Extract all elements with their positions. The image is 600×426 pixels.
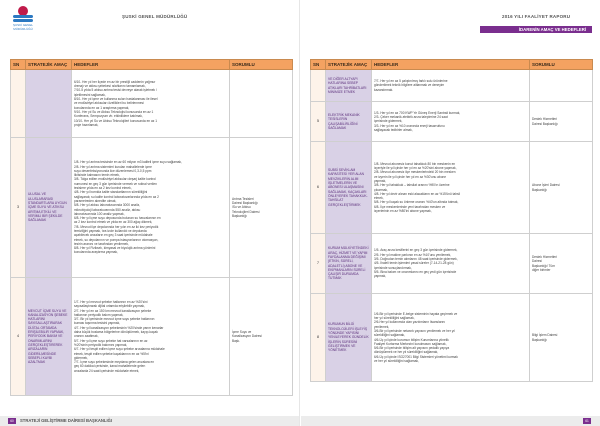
page-number: 60 xyxy=(8,418,16,424)
sn-cell: 3 xyxy=(11,138,26,278)
table-row xyxy=(311,102,593,142)
header-sorumlu: SORUMLU xyxy=(230,60,293,70)
amac-cell: ELEKTRİK MEKANİK TESİSLERİN ÇALIŞABİLİRLİĞİNİ SAĞLAMAK xyxy=(326,102,372,142)
hedef-cell: 7/7- Her yıl en az 5 çalıştırılmış farklı sulu ürünlerine gönderilmek teknik bilgilere aitlanmak ve deneyim kazandırmak. xyxy=(372,70,530,102)
table-row xyxy=(11,138,293,278)
sn-cell: 5 xyxy=(311,102,326,142)
table-row xyxy=(311,142,593,234)
suski-logo xyxy=(10,6,36,31)
table-row xyxy=(311,294,593,382)
hedef-cell: 1/6-Bir yıl içerisinde E-belge sisteminin hayata geçirmek ve her yıl sürekliliğini sağlamak, 2/6-Her yıl kullanımda olan yazılımların lisanslarını yenilemek, 3/6-Bir yıl içerisinde network yapısını yenilemek ve her yıl sürekliliğini sağlamak, 4/6-Üç yıl içinde kurumun bilişim Kurumlarına yönelik Faaliyet Kurtarma Merkezini kurulmasını sağlamak, 5/6-Bir yıl içerisinde bilişim alt yapısını pedalik yapıya dönüştürmek ve her yıl sürekliliğini sağlamak, 6/6-Üç yıl içinde ISO27001 Bilgi Sistemleri yönetimi kurmak ve her yıl sürekliliğini sağlamak, xyxy=(372,294,530,382)
wave-icon-2 xyxy=(13,19,33,22)
page-number: 61 xyxy=(583,418,591,424)
footer-bar xyxy=(301,416,600,426)
sorumlu-cell xyxy=(530,70,593,102)
sn-cell xyxy=(311,70,326,102)
table-row xyxy=(311,234,593,294)
right-page xyxy=(300,0,600,426)
header-amac: STRATEJİK AMAÇ xyxy=(26,60,72,70)
sn-cell xyxy=(11,70,26,138)
hedef-cell: 6/10- Her yıl her ilçede en az bir prestijli caddenin yağmur drenajı ve atıksu şebekesi ıslahlarını tamamlamak, 7/10-5 yılda 5 atıksu arıtma tesisi devreye alarak işletmek / işletilmesini sağlamak, 8/10- Her yıl içme ve kullanma suları hastalanması ile ilesel ve endüstriyel atıksuları özellikleri bu belirlenmesi konularında en az 1 araştırma yapmak, 9/10- Her yıl Su ve Atıksu Teknolojisi konusunda en az 1 Konferans, Sempozyum vb. etkinliklere katılmak, 10/10- Her yıl Su ve Atıksu Teknolojileri konusunda en az 1 proje hazırlamak, xyxy=(72,70,230,138)
table-header-row xyxy=(311,60,593,70)
sn-cell: 8 xyxy=(311,294,326,382)
sorumlu-cell: Destek Hizmetleri Dairesi Başkanlığı xyxy=(530,102,593,142)
header-hedef: HEDEFLER xyxy=(72,60,230,70)
sn-cell: 6 xyxy=(311,142,326,234)
footer-text: STRATEJİ GELİŞTİRME DAİRESİ BAŞKANLIĞI xyxy=(20,418,113,423)
table-row xyxy=(11,278,293,396)
hedef-cell: 1/3- Her yıl en az 700 KWP Ye Güneş Enerji Santrali kurmak, 2/3- Çeker mekanik-elektrik arıza taleplerine 24 saat içerisinde gidermek, 3/3- Her yıl en az %10 oranında enerji tasarrufunu sağlayacak tedbirler almak, xyxy=(372,102,530,142)
sorumlu-cell: Bilgi İşlem Dairesi Başkanlığı xyxy=(530,294,593,382)
sorumlu-cell: İçme Suyu ve Kanalizasyon Dairesi Başk. xyxy=(230,278,293,396)
hedef-cell: 1/7- Her yıl mevcut şebeke hatlarının en az %20'sini sayısallaştırarak dijital ortamda erişilebilir yapmak, 2/7- Her yıl en az 150 km mevcut kanalizasyon şebeke hatlarının periyodik bakım yapmak, 3/7- Bir yıl içerisinde mevcut içme suyu şebeke hatlarının kuması taşınma tesisini yapmak, 4/7- Her yıl kanalizasyon şebekesinin %20'sinde yarım kenarlar daha küçük boslama bölgelerine dönüştürmek, kayıp-kaçak oranını azaltmak, 5/7- Her yıl içme suyu şebeke hat varsalarının en az %20'sinin periyodik bakımını yapmak, 6/7- Her yıl tespit edilen içme suyu şebeke arızalarına müdahale etmek, tespit edilen şebeke kaçaklarının en az %5'ini gidermek, 7/7- İçme suyu şebekesinde meydana gelen arızalara en geç 60 dakika içerisinde, kanal mahallelerde gelen arızalarda 24 saat içerisinde müdahale etmek, xyxy=(72,278,230,396)
sorumlu-cell: Destek Hizmetleri Dairesi Başkanlığı/ Tüm diğer birimler xyxy=(530,234,593,294)
header-sorumlu: SORUMLU xyxy=(530,60,593,70)
report-title: 2016 YILI FAALİYET RAPORU xyxy=(502,14,571,19)
amac-cell xyxy=(26,70,72,138)
org-title: ŞUSKİ GENEL MÜDÜRLÜĞÜ xyxy=(122,14,188,19)
hedef-cell: 1/8- Mevcut abonesiz konut tahakkuk 80 bin meskenin en izyeriyle ile yıl içinde her yıl en az %20'sini abone yapmak, 2/8- Mevcut abonesiz ilçe meskenlerindeki 20 bin mesken ve izyerin ile yıl içinde her yıl en az %30'unu abone yapmak, 3/8- Her yıl tahakkuk – tahsilat oranını %90'ın üzerine çıkarmak, 4/8- Her yıl devir alınan eski alacakların en az %15'ünü tahsil etmek, 5/8- Her yıl kaçak su önleme oranını %40'un altında tutmak, 6/8- İlçe meskenlerinde yeni tarafından mesken ve izyerlerinin en az %80'ini abone yapmak, xyxy=(372,142,530,234)
header-amac: STRATEJİK AMAÇ xyxy=(326,60,372,70)
amac-cell: VE DİĞER ALTYAPI HATLARINA SEBEP ATIKLARI TAHRİBATLARI MİNİMİZE ETMEK xyxy=(326,70,372,102)
amac-cell: KURUM MÜLKİYETİNDEKİ ARAÇ, HİZMET VE YAPIM FAYDALANMA DEĞİŞİMİ (ETKİN, SÜRELİ, ADALETLİ) ABONE VE EKİPMANLARIN SÜRELİ ÇALIŞIR DURUMDA TUTMAK xyxy=(326,234,372,294)
table-row xyxy=(11,70,293,138)
table-row xyxy=(311,70,593,102)
sorumlu-cell: Abone İşleri Dairesi Başkanlığı xyxy=(530,142,593,234)
sn-cell: 4 xyxy=(11,278,26,396)
header-hedef: HEDEFLER xyxy=(372,60,530,70)
goals-table-left xyxy=(10,59,293,396)
hedef-cell: 1/5- Araç arıza kesiflerini en geç 3 gün içerisinde gidermek, 2/5- Her yıl makine parkının en az %10'unu yenilemek, 3/5- Doğrudan temin alımlarını 48 saat içerisinde gidermek, 4/5- İhaleli temin işlemleri yasal süreler (7-14-21-28 gün) içerisinde sonuçlandırmak, 5/5- Bina bakım ve onarımlarını en geç yedi gün içerisinde yapmak, xyxy=(372,234,530,294)
header-sn: SN xyxy=(11,60,26,70)
sorumlu-cell: Arıtma Tesisleri Dairesi Başkanlığı /Su ve Atıksu Teknolojileri Dairesi Başkanlığı xyxy=(230,138,293,278)
table-header-row xyxy=(11,60,293,70)
amac-cell: MEVCUT İÇME SUYU VE KANALİZASYON ŞEBEKE HATLARINI SAYISALLAŞTIRARAK DİJİTAL ORTAMDA ERİŞİLEBİLİR YAPMAK, PERİYODİK BAKIM VE ONARIMLARINI GERÇEKLEŞTİREREK ARIZALARIN GİDERİLMESİNDE SEBEPLİ KAYBI AZALTMAK xyxy=(26,278,72,396)
wave-icon xyxy=(13,15,33,18)
goals-table-right xyxy=(310,59,593,382)
logo-text: ŞUSKİ GENEL MÜDÜRLÜĞÜ xyxy=(12,23,33,31)
amac-cell: KURUMUN BİLGİ TEKNOLOJİLERİ İŞLEYİŞ YÖNÜNDE YAPISINI YENİLEYEREK GÜNDELİK İŞLERİN SÜRESİNİ GELİŞTİRMEK VE YÖNETMEK xyxy=(326,294,372,382)
amac-cell: SUBSİ SEVİKLAM KAPASİTESİ YER ALAN MEVZIKLERİN ALIM İŞLETMELERİN VE ABONESİ ULAŞMASINI SAĞLAMAK, KAÇAKLARI ÖNLEYEREK TAHAKKUK-TAHSİLAT GERÇEKLEŞTİRMEK xyxy=(326,142,372,234)
amac-cell: ULUSAL VE ULUSLARARASI STANDARTLARA UYGUN İÇME SUYU VE ATIKSU ARITMA ETKİLİ VE VERİMLİ BİR ŞEKİLDE SAĞLAMAK xyxy=(26,138,72,278)
section-bar-label: İDARENİN AMAÇ VE HEDEFLERİ xyxy=(518,27,586,32)
hedef-cell: 1/8- Her yıl arıtma tesisinde en az 60 milyon m3 kaliteli içme suyu sağlamak, 2/8- Her yıl arıtma sistemleri kurulan mahallelerde içme suyu desenfeksiyonunda ilce düzenlemesi 0,3-0,5 ppm likitsinde kalmasını temin etmek, 3/8- Tolga edilen endüstriyel atıksuları deşarj kalite kontrol numunesi en geç 3 gün içerisinde vermek ve rutinal verilen tesislere yılda en az 2 kez kontrol etmek, 4/8- Her yıl bornida kalite standartlarının sürekliliğini sağlayarak; su kalite kontrol laboratuvarlarında yılda en az 2 parametreden akredite olmak, 5/8- Her yıl atıksu laboratuvarında 3000 analiz, mikrobiyoloji laboratuvarında 550 analiz, atıksu laboratuvarında 100 analiz yapmak, 6/8- Her yıl içme suyu deposunda bulunan su havzalarının en az 2 kez kontrol etmek ve yılda en az 300 ağaç dikmek, 7/8- Mevcut ilçe depolarında her yılın en az iki kez periyodik temizliğini yapmak, tıra izole kullanıldı ve depolarda açabilecek arızaların en geç 3 saat içerisinde müdahale etmek, su depolarının ve pompa istasyonlarının otomasyon, tesirin aranını ve tarafından yenilemek, 8/8- Her yıl Fizikselı, kimyasal ve biyolojik arıtma yönlerini konularında araştırma yapmak, xyxy=(72,138,230,278)
header-sn: SN xyxy=(311,60,326,70)
section-bar xyxy=(480,26,592,33)
sn-cell: 7 xyxy=(311,234,326,294)
sorumlu-cell xyxy=(230,70,293,138)
